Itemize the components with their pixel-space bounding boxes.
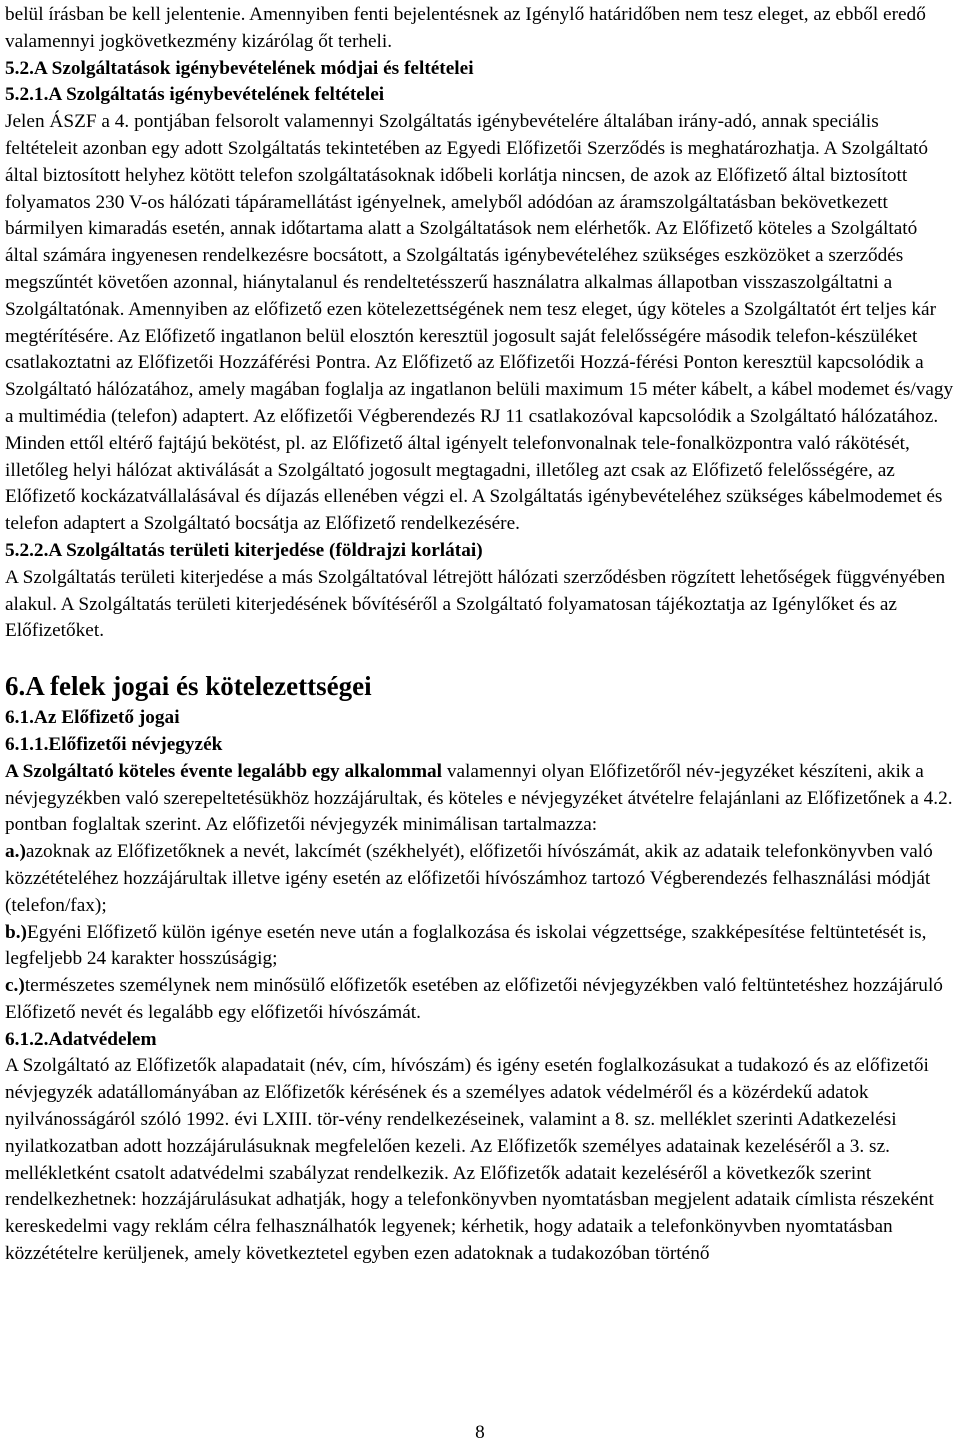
heading-5-2: 5.2.A Szolgáltatások igénybevételének módjai és feltételei xyxy=(5,57,474,79)
heading-6-1-1: 6.1.1.Előfizetői névjegyzék xyxy=(5,733,223,755)
heading-6: 6.A felek jogai és kötelezettségei xyxy=(5,671,372,702)
paragraph-6-1-1 xyxy=(5,759,955,839)
paragraph-6-1-1-bold: A Szolgáltató köteles évente legalább egy alkalommal xyxy=(5,760,443,782)
list-item-b-text: Egyéni Előfizető külön igénye esetén neve után a foglalkozása és iskolai végzettsége, szakképesítése feltüntetését is, legfeljebb 24 karakter hosszúságig; xyxy=(5,921,927,970)
heading-5-2-1: 5.2.1.A Szolgáltatás igénybevételének feltételei xyxy=(5,84,385,106)
list-item-a xyxy=(5,839,955,919)
paragraph-6-1-2: A Szolgáltató az Előfizetők alapadatait (név, cím, hívószám) és igény esetén foglalkozásukat a tudakozó és az előfizetői névjegyzék adatállományában az Előfizetők kérésének és a személyes adatok védelméről és a közérdekű adatok nyilvánosságáról szóló 1992. évi LXIII. tör-vény rendelkezéseinek, valamint a 8. sz. melléklet szerinti Adatkezelési nyilatkozatban adott hozzájárulásuknak megfelelően kezeli. Az Előfizetők személyes adatainak kezeléséről a 3. sz. mellékletként csatolt adatvédelmi szabályzat rendelkezik. Az Előfizetők adatait kezeléséről a következők szerint rendelkezhetnek: hozzájárulásukat adhatják, hogy a telefonkönyvben nyomtatásban megjelent adataik címlista részeként kereskedelmi vagy reklám célra felhasználhatók legyenek; kérhetik, hogy adataik a telefonkönyvben nyomtatásban közzétételre kerüljenek, amely következtetel egyben ezen adatoknak a tudakozóban történő xyxy=(5,1055,934,1265)
heading-6-1-2: 6.1.2.Adatvédelem xyxy=(5,1028,157,1050)
paragraph-5-2-2: A Szolgáltatás területi kiterjedése a más Szolgáltatóval létrejött hálózati szerződésben rögzített lehetőségek függvényében alakul. A Szolgáltatás területi kiterjedésének bővítéséről a Szolgáltató folyamatosan tájékoztatja az Igénylőket és az Előfizetőket. xyxy=(5,566,946,642)
list-item-c xyxy=(5,973,955,1027)
page-number: 8 xyxy=(475,1422,485,1443)
document-page xyxy=(5,2,955,1268)
heading-6-1: 6.1.Az Előfizető jogai xyxy=(5,707,180,729)
paragraph-6-1-1-text: valamennyi olyan Előfizetőről név-jegyzéket készíteni, akik a névjegyzékben való szerepeltetésükhöz hozzájárultak, és köteles e névjegyzéket átvételre felajánlani az Előfizetőnek a 4.2. pontban foglaltak szerint. Az előfizetői névjegyzék minimálisan tartalmazza: xyxy=(5,760,953,836)
list-item-a-label: a.) xyxy=(5,841,26,863)
list-item-b xyxy=(5,920,955,974)
list-item-b-label: b.) xyxy=(5,921,27,943)
list-item-c-text: természetes személynek nem minősülő előfizetők esetében az előfizetői névjegyzékben való feltüntetéshez hozzájáruló Előfizető nevét és legalább egy előfizetői hívószámát. xyxy=(5,975,943,1023)
paragraph-5-2-1: Jelen ÁSZF a 4. pontjában felsorolt valamennyi Szolgáltatás igénybevételére általában irány-adó, annak speciális feltételeit azonban egy adott Szolgáltatás tekintetében az Egyedi Előfizetői Szerződés is meghatározhatja. A Szolgáltató által biztosított helyhez kötött telefon szolgáltatásoknak időbeli korlátja nincsen, de azok az Előfizető által biztosított folyamatos 230 V-os hálózati tápáramellátást igényelnek, amelyből adódóan az áramszolgáltatásban bekövetkezett bármilyen kimaradás esetén, annak időtartama alatt a Szolgáltatások nem elérhetők. Az Előfizető köteles a Szolgáltató által számára ingyenesen rendelkezésre bocsátott, a Szolgáltatás igénybevételéhez szükséges eszközöket a szerződés megszűntét követően azonnal, hiánytalanul és rendeltetésszerű használatra alkalmas állapotban visszaszolgáltatni a Szolgáltatónak. Amennyiben az előfizető ezen kötelezettségének nem tesz eleget, úgy köteles a Szolgáltatót ért teljes kár megtérítésére. Az Előfizető ingatlanon belül elosztón keresztül jogosult saját felelősségére második telefon-készüléket csatlakoztatni az Előfizetői Hozzáférési Pontra. Az Előfizető az Előfizetői Hozzá-férési Ponton keresztül kapcsolódik a Szolgáltató hálózatához, amely magában foglalja az ingatlanon belüli maximum 15 méter kábelt, a kábel modemet és/vagy a multimédia (telefon) adaptert. Az előfizetői Végberendezés RJ 11 csatlakozóval kapcsolódik a Szolgáltató hálózatához. Minden ettől eltérő fajtájú bekötést, pl. az Előfizető által igényelt telefonvonalnak tele-fonalközpontra való rákötését, illetőleg helyi hálózat aktiválását a Szolgáltató jogosult megtagadni, illetőleg azt csak az Előfizető felelősségére, az Előfizető kockázatvállalásával és díjazás ellenében végzi el. A Szolgáltatás igénybevételéhez szükséges kábelmodemet és telefon adaptert a Szolgáltató bocsátja az Előfizető rendelkezésére. xyxy=(5,111,954,535)
list-item-a-text: azoknak az Előfizetőknek a nevét, lakcímét (székhelyét), előfizetői hívószámát, akik az adataik telefonkönyvben való közzétételéhez hozzájárultak illetve igény esetén az előfizetői hívószámhoz tartozó Végberendezés felhasználási módját (telefon/fax); xyxy=(5,841,933,916)
heading-5-2-2: 5.2.2.A Szolgáltatás területi kiterjedése (földrajzi korlátai) xyxy=(5,539,483,561)
list-item-c-label: c.) xyxy=(5,975,25,997)
intro-paragraph: belül írásban be kell jelentenie. Amennyiben fenti bejelentésnek az Igénylő határidőben nem tesz eleget, az ebből eredő valamennyi jogkövetkezmény kizárólag őt terheli. xyxy=(5,4,926,52)
